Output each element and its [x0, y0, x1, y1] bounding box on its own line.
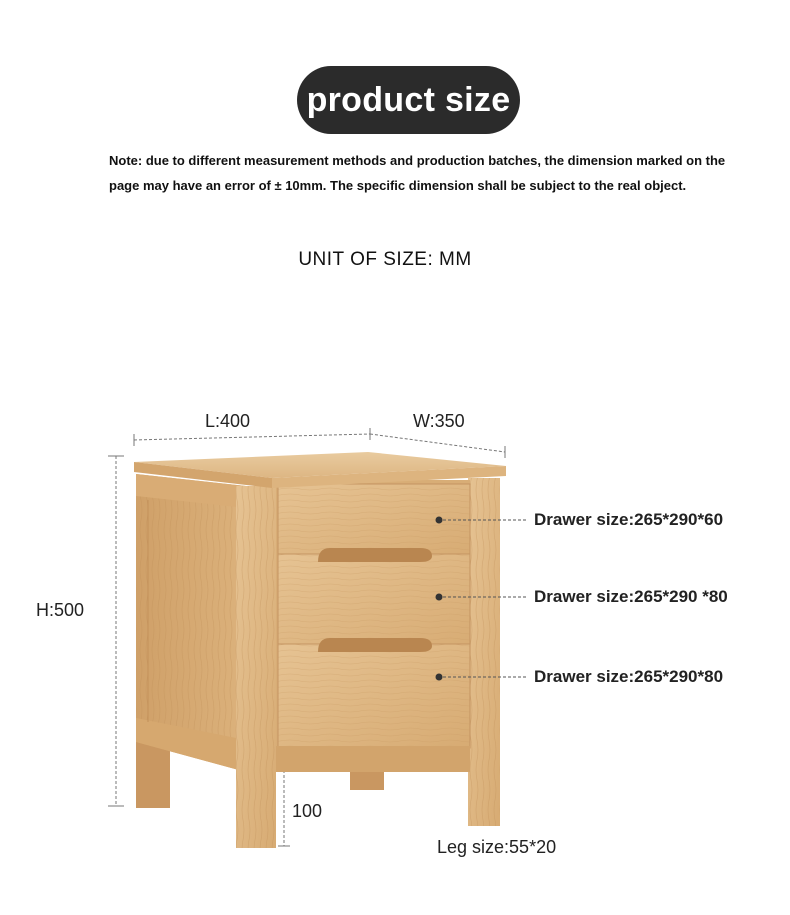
drawer-1-size-label: Drawer size:265*290*60 [534, 510, 724, 529]
side-panel [136, 474, 246, 772]
bottom-rail [276, 746, 470, 772]
unit-of-size: UNIT OF SIZE: MM [298, 249, 472, 270]
height-dimension-line [108, 456, 124, 806]
leg-size-label: Leg size:55*20 [437, 837, 557, 857]
drawer-3 [278, 638, 470, 748]
drawer-3-handle [318, 638, 432, 652]
length-dimension-line [134, 428, 370, 446]
height-label: H:500 [36, 600, 85, 620]
leg-height-dimension-line [278, 770, 290, 846]
measurement-note: Note: due to different measurement methods and production batches, the dimension marked on the page may have an error of ± 10mm. The specific dimension shall be subject to the real object. [109, 153, 726, 193]
page-title: product size [297, 66, 520, 134]
rear-left-leg [136, 740, 170, 808]
width-label: W:350 [413, 411, 465, 431]
leg-height-label: 100 [292, 801, 323, 821]
length-label: L:400 [205, 411, 251, 431]
drawer-2-handle [318, 548, 432, 562]
drawer-3-size-label: Drawer size:265*290*80 [534, 667, 724, 686]
drawer-2-size-label: Drawer size:265*290 *80 [534, 587, 728, 606]
